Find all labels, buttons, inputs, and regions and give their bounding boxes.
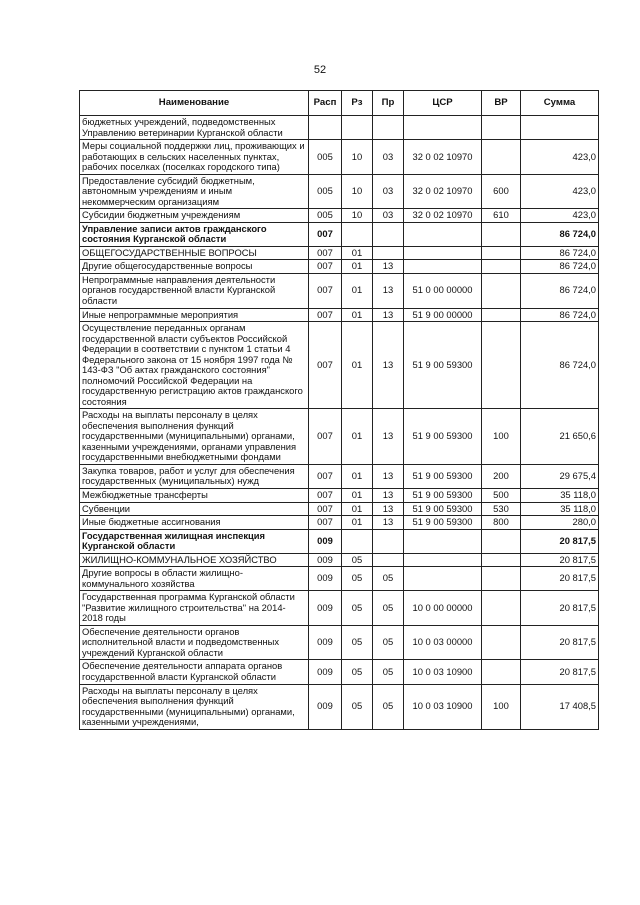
table-row [80,246,599,260]
cell-name: ОБЩЕГОСУДАРСТВЕННЫЕ ВОПРОСЫ [80,246,309,260]
cell-rasp: 007 [309,260,342,274]
header-rz: Рз [342,91,373,116]
cell-pr: 13 [373,308,404,322]
cell-pr [373,116,404,140]
cell-vr [482,308,521,322]
cell-csr: 51 0 00 00000 [404,273,482,308]
cell-csr [404,529,482,553]
cell-sum: 20 817,5 [521,660,599,684]
cell-pr: 05 [373,684,404,729]
cell-rz: 10 [342,140,373,175]
table-row [80,591,599,626]
cell-vr [482,529,521,553]
cell-name: Осуществление переданных органам государственной власти субъектов Российской Федерации в соответствии с пунктом 1 статьи 4 Федерального закона от 15 ноября 1997 года № 143-ФЗ "Об актах гражданского состояния" полномочий Российской Федерации на государственную регистрацию актов гражданского состояния [80,322,309,409]
cell-sum: 17 408,5 [521,684,599,729]
cell-name: Межбюджетные трансферты [80,489,309,503]
cell-vr [482,591,521,626]
cell-name: Иные бюджетные ассигнования [80,516,309,530]
cell-name: Субвенции [80,502,309,516]
cell-vr [482,660,521,684]
cell-rasp: 007 [309,273,342,308]
table-row [80,116,599,140]
table-row [80,684,599,729]
cell-name: Другие общегосударственные вопросы [80,260,309,274]
cell-rz [342,529,373,553]
cell-rz: 01 [342,502,373,516]
header-sum: Сумма [521,91,599,116]
cell-rz: 05 [342,591,373,626]
cell-csr: 51 9 00 59300 [404,516,482,530]
cell-name: Обеспечение деятельности органов исполнительной власти и подведомственных учреждений Курганской области [80,625,309,660]
cell-vr: 530 [482,502,521,516]
table-row [80,322,599,409]
cell-sum: 86 724,0 [521,222,599,246]
cell-sum [521,116,599,140]
cell-rasp: 007 [309,322,342,409]
cell-name: Непрограммные направления деятельности органов государственной власти Курганской области [80,273,309,308]
cell-rasp: 009 [309,684,342,729]
cell-sum: 20 817,5 [521,625,599,660]
cell-vr [482,116,521,140]
cell-pr: 05 [373,591,404,626]
cell-rasp: 009 [309,529,342,553]
cell-rz: 01 [342,322,373,409]
table-header-row [80,91,599,116]
cell-vr: 500 [482,489,521,503]
cell-name: Расходы на выплаты персоналу в целях обеспечения выполнения функций государственными (муниципальными) органами, казенными учреждениями, органами управления государственными внебюджетными фондами [80,409,309,465]
table-row [80,553,599,567]
cell-sum: 29 675,4 [521,464,599,488]
table-body [80,116,599,730]
table-row [80,222,599,246]
cell-vr: 800 [482,516,521,530]
cell-sum: 20 817,5 [521,567,599,591]
cell-rz: 01 [342,464,373,488]
cell-rz: 01 [342,409,373,465]
cell-vr [482,553,521,567]
cell-csr: 51 9 00 59300 [404,409,482,465]
cell-csr [404,116,482,140]
cell-sum: 86 724,0 [521,322,599,409]
cell-rz: 01 [342,308,373,322]
cell-vr: 100 [482,409,521,465]
cell-sum: 86 724,0 [521,273,599,308]
table-row [80,529,599,553]
cell-pr: 05 [373,567,404,591]
cell-pr [373,553,404,567]
cell-rasp: 007 [309,464,342,488]
cell-csr [404,246,482,260]
cell-csr: 51 9 00 59300 [404,322,482,409]
cell-rz: 05 [342,625,373,660]
cell-pr: 05 [373,625,404,660]
cell-csr: 10 0 03 00000 [404,625,482,660]
cell-pr: 13 [373,273,404,308]
cell-pr: 13 [373,516,404,530]
budget-table [79,90,599,730]
cell-rz: 05 [342,660,373,684]
cell-pr: 03 [373,174,404,209]
cell-csr [404,567,482,591]
cell-rasp: 007 [309,516,342,530]
cell-sum: 86 724,0 [521,246,599,260]
cell-rasp: 007 [309,308,342,322]
cell-name: ЖИЛИЩНО-КОММУНАЛЬНОЕ ХОЗЯЙСТВО [80,553,309,567]
cell-csr: 51 9 00 59300 [404,464,482,488]
cell-rasp: 009 [309,567,342,591]
cell-rz: 05 [342,553,373,567]
cell-rasp: 007 [309,222,342,246]
cell-sum: 21 650,6 [521,409,599,465]
cell-rz [342,222,373,246]
cell-sum: 423,0 [521,174,599,209]
cell-sum: 35 118,0 [521,502,599,516]
cell-vr: 200 [482,464,521,488]
cell-rasp: 009 [309,660,342,684]
cell-pr: 13 [373,464,404,488]
cell-vr: 610 [482,209,521,223]
cell-name: Обеспечение деятельности аппарата органов государственной власти Курганской области [80,660,309,684]
header-vr: ВР [482,91,521,116]
cell-rz: 01 [342,516,373,530]
cell-name: Меры социальной поддержки лиц, проживающих и работающих в сельских населенных пунктах, рабочих поселках (поселках городского типа) [80,140,309,175]
cell-sum: 20 817,5 [521,529,599,553]
cell-vr [482,222,521,246]
cell-rz: 05 [342,684,373,729]
cell-pr: 05 [373,660,404,684]
table-row [80,140,599,175]
cell-pr [373,222,404,246]
table-row [80,625,599,660]
cell-rz: 05 [342,567,373,591]
cell-pr: 03 [373,140,404,175]
cell-pr [373,529,404,553]
cell-csr: 10 0 03 10900 [404,660,482,684]
cell-csr: 10 0 03 10900 [404,684,482,729]
table-row [80,489,599,503]
cell-rasp: 009 [309,625,342,660]
cell-name: Государственная программа Курганской области "Развитие жилищного строительства" на 2014-2018 годы [80,591,309,626]
table-row [80,273,599,308]
cell-name: Расходы на выплаты персоналу в целях обеспечения выполнения функций государственными (муниципальными) органами, казенными учреждениями, [80,684,309,729]
cell-pr: 13 [373,409,404,465]
cell-rasp: 009 [309,553,342,567]
cell-sum: 86 724,0 [521,308,599,322]
cell-csr: 10 0 00 00000 [404,591,482,626]
cell-pr: 13 [373,322,404,409]
cell-rz: 01 [342,489,373,503]
cell-csr: 51 9 00 59300 [404,489,482,503]
cell-rasp: 009 [309,591,342,626]
cell-sum: 280,0 [521,516,599,530]
cell-pr: 13 [373,489,404,503]
header-pr: Пр [373,91,404,116]
cell-vr [482,260,521,274]
cell-name: Управление записи актов гражданского состояния Курганской области [80,222,309,246]
table-row [80,260,599,274]
cell-vr: 100 [482,684,521,729]
cell-rasp: 007 [309,409,342,465]
cell-vr [482,140,521,175]
cell-name: Субсидии бюджетным учреждениям [80,209,309,223]
cell-rz: 01 [342,260,373,274]
cell-vr [482,567,521,591]
table-row [80,660,599,684]
header-csr: ЦСР [404,91,482,116]
cell-sum: 20 817,5 [521,553,599,567]
cell-vr [482,246,521,260]
table-row [80,308,599,322]
header-rasp: Расп [309,91,342,116]
table-row [80,409,599,465]
cell-sum: 423,0 [521,140,599,175]
cell-rasp: 005 [309,140,342,175]
cell-csr [404,222,482,246]
cell-csr: 32 0 02 10970 [404,140,482,175]
table-row [80,567,599,591]
cell-csr [404,260,482,274]
cell-rasp: 005 [309,174,342,209]
cell-rasp: 007 [309,246,342,260]
header-name: Наименование [80,91,309,116]
cell-rz: 01 [342,273,373,308]
cell-pr: 13 [373,502,404,516]
cell-sum: 86 724,0 [521,260,599,274]
cell-sum: 423,0 [521,209,599,223]
cell-rz: 10 [342,174,373,209]
cell-sum: 35 118,0 [521,489,599,503]
cell-rasp: 007 [309,502,342,516]
cell-vr [482,322,521,409]
cell-pr [373,246,404,260]
cell-rz [342,116,373,140]
cell-csr [404,553,482,567]
cell-rz: 10 [342,209,373,223]
cell-rz: 01 [342,246,373,260]
cell-vr: 600 [482,174,521,209]
cell-csr: 51 9 00 59300 [404,502,482,516]
table-row [80,516,599,530]
table-row [80,502,599,516]
table-row [80,209,599,223]
cell-pr: 03 [373,209,404,223]
table-row [80,464,599,488]
cell-rasp: 007 [309,489,342,503]
cell-csr: 51 9 00 00000 [404,308,482,322]
table-row [80,174,599,209]
cell-name: Государственная жилищная инспекция Курганской области [80,529,309,553]
cell-name: Другие вопросы в области жилищно-коммунального хозяйства [80,567,309,591]
cell-pr: 13 [373,260,404,274]
cell-sum: 20 817,5 [521,591,599,626]
cell-rasp: 005 [309,209,342,223]
cell-name: Иные непрограммные мероприятия [80,308,309,322]
cell-name: бюджетных учреждений, подведомственных Управлению ветеринарии Курганской области [80,116,309,140]
cell-csr: 32 0 02 10970 [404,174,482,209]
cell-vr [482,273,521,308]
cell-csr: 32 0 02 10970 [404,209,482,223]
page-number: 52 [313,64,327,76]
cell-vr [482,625,521,660]
cell-name: Закупка товаров, работ и услуг для обеспечения государственных (муниципальных) нужд [80,464,309,488]
cell-name: Предоставление субсидий бюджетным, автономным учреждениям и иным некоммерческим организациям [80,174,309,209]
cell-rasp [309,116,342,140]
